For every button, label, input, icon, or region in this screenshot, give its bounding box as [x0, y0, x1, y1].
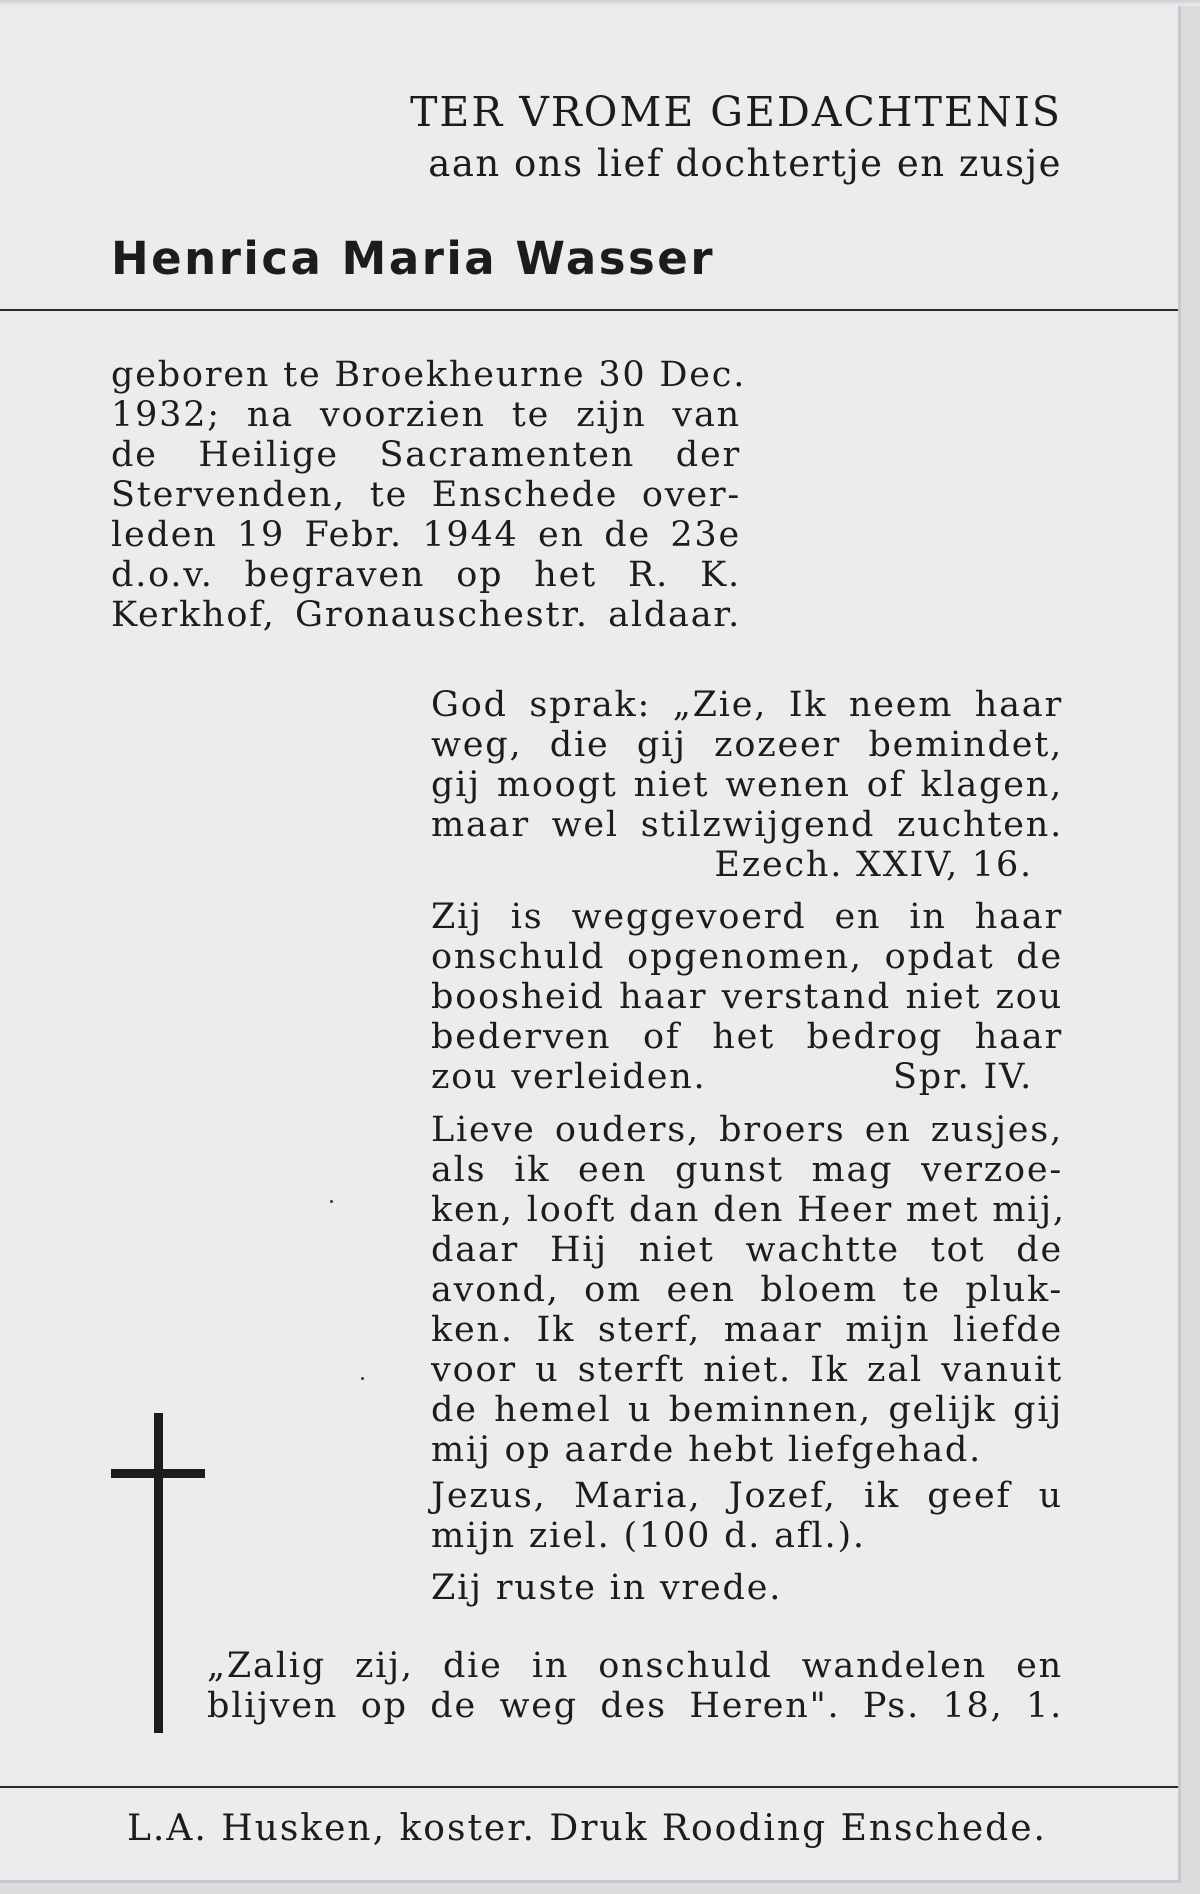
bottom-divider — [0, 1786, 1178, 1788]
verse-line: boosheid haar verstand niet zou — [431, 977, 1063, 1017]
verse-line: ken. Ik sterf, maar mijn liefde — [431, 1310, 1063, 1350]
deceased-name: Henrica Maria Wasser — [111, 232, 716, 285]
biography-line: d.o.v. begraven op het R. K. — [111, 555, 741, 595]
verse-farewell — [431, 1110, 1066, 1470]
verse-spreuken — [431, 897, 1063, 1097]
verse-line: weg, die gij zozeer bemindet, — [431, 725, 1063, 765]
rest-in-peace — [431, 1568, 1063, 1608]
verse-line: mij op aarde hebt liefgehad. — [431, 1430, 983, 1470]
closing-line: „Zalig zij, die in onschuld wandelen en — [207, 1646, 1063, 1686]
biography-paragraph — [111, 355, 747, 635]
verse-line: voor u sterft niet. Ik zal vanuit — [431, 1350, 1063, 1390]
verse-line: maar wel stilzwijgend zuchten. — [431, 805, 1063, 845]
closing-psalm — [207, 1646, 1063, 1726]
verse-line: onschuld opgenomen, opdat de — [431, 937, 1063, 977]
biography-line: Stervenden, te Enschede over- — [111, 475, 741, 515]
header-subtitle: aan ons lief dochtertje en zusje — [428, 142, 1062, 185]
verse-last-line — [431, 1057, 1063, 1097]
header-title: TER VROME GEDACHTENIS — [410, 88, 1062, 136]
verse-ezechiel — [431, 685, 1063, 885]
verse-line: ken, looft dan den Heer met mij, — [431, 1190, 1066, 1230]
verse-line: avond, om een bloem te pluk- — [431, 1270, 1063, 1310]
top-divider — [0, 309, 1178, 311]
verse-reference: Spr. IV. — [892, 1057, 1033, 1097]
verse-line: Lieve ouders, broers en zusjes, — [431, 1110, 1063, 1150]
verse-reference: Ezech. XXIV, 16. — [714, 845, 1033, 885]
verse-line: de hemel u beminnen, gelijk gij — [431, 1390, 1063, 1430]
cross-icon — [154, 1413, 163, 1733]
verse-line: zou verleiden. — [431, 1057, 707, 1097]
biography-line: de Heilige Sacramenten der — [111, 435, 741, 475]
verse-line: gij moogt niet wenen of klagen, — [431, 765, 1063, 805]
biography-line: Kerkhof, Gronauschestr. aldaar. — [111, 595, 741, 635]
print-speck — [361, 1377, 364, 1380]
prayer-line: Jezus, Maria, Jozef, ik geef u — [431, 1476, 1063, 1516]
cross-icon-bar — [111, 1469, 205, 1478]
closing-line: blijven op de weg des Heren". Ps. 18, 1. — [207, 1686, 1063, 1726]
verse-line: als ik een gunst mag verzoe- — [431, 1150, 1063, 1190]
biography-line: 1932; na voorzien te zijn van — [111, 395, 741, 435]
printer-credit: L.A. Husken, koster. Druk Rooding Enschede. — [127, 1808, 1047, 1849]
prayer — [431, 1476, 1063, 1556]
verse-line: bederven of het bedrog haar — [431, 1017, 1063, 1057]
rest-line: Zij ruste in vrede. — [431, 1568, 783, 1608]
card-edge — [0, 0, 1200, 6]
verse-line: Zij is weggevoerd en in haar — [431, 897, 1063, 937]
print-speck — [330, 1200, 333, 1203]
prayer-line: mijn ziel. (100 d. afl.). — [431, 1516, 866, 1556]
biography-line: leden 19 Febr. 1944 en de 23e — [111, 515, 741, 555]
verse-line: God sprak: „Zie, Ik neem haar — [431, 685, 1063, 725]
verse-line: daar Hij niet wachtte tot de — [431, 1230, 1063, 1270]
biography-line: geboren te Broekheurne 30 Dec. — [111, 355, 747, 395]
